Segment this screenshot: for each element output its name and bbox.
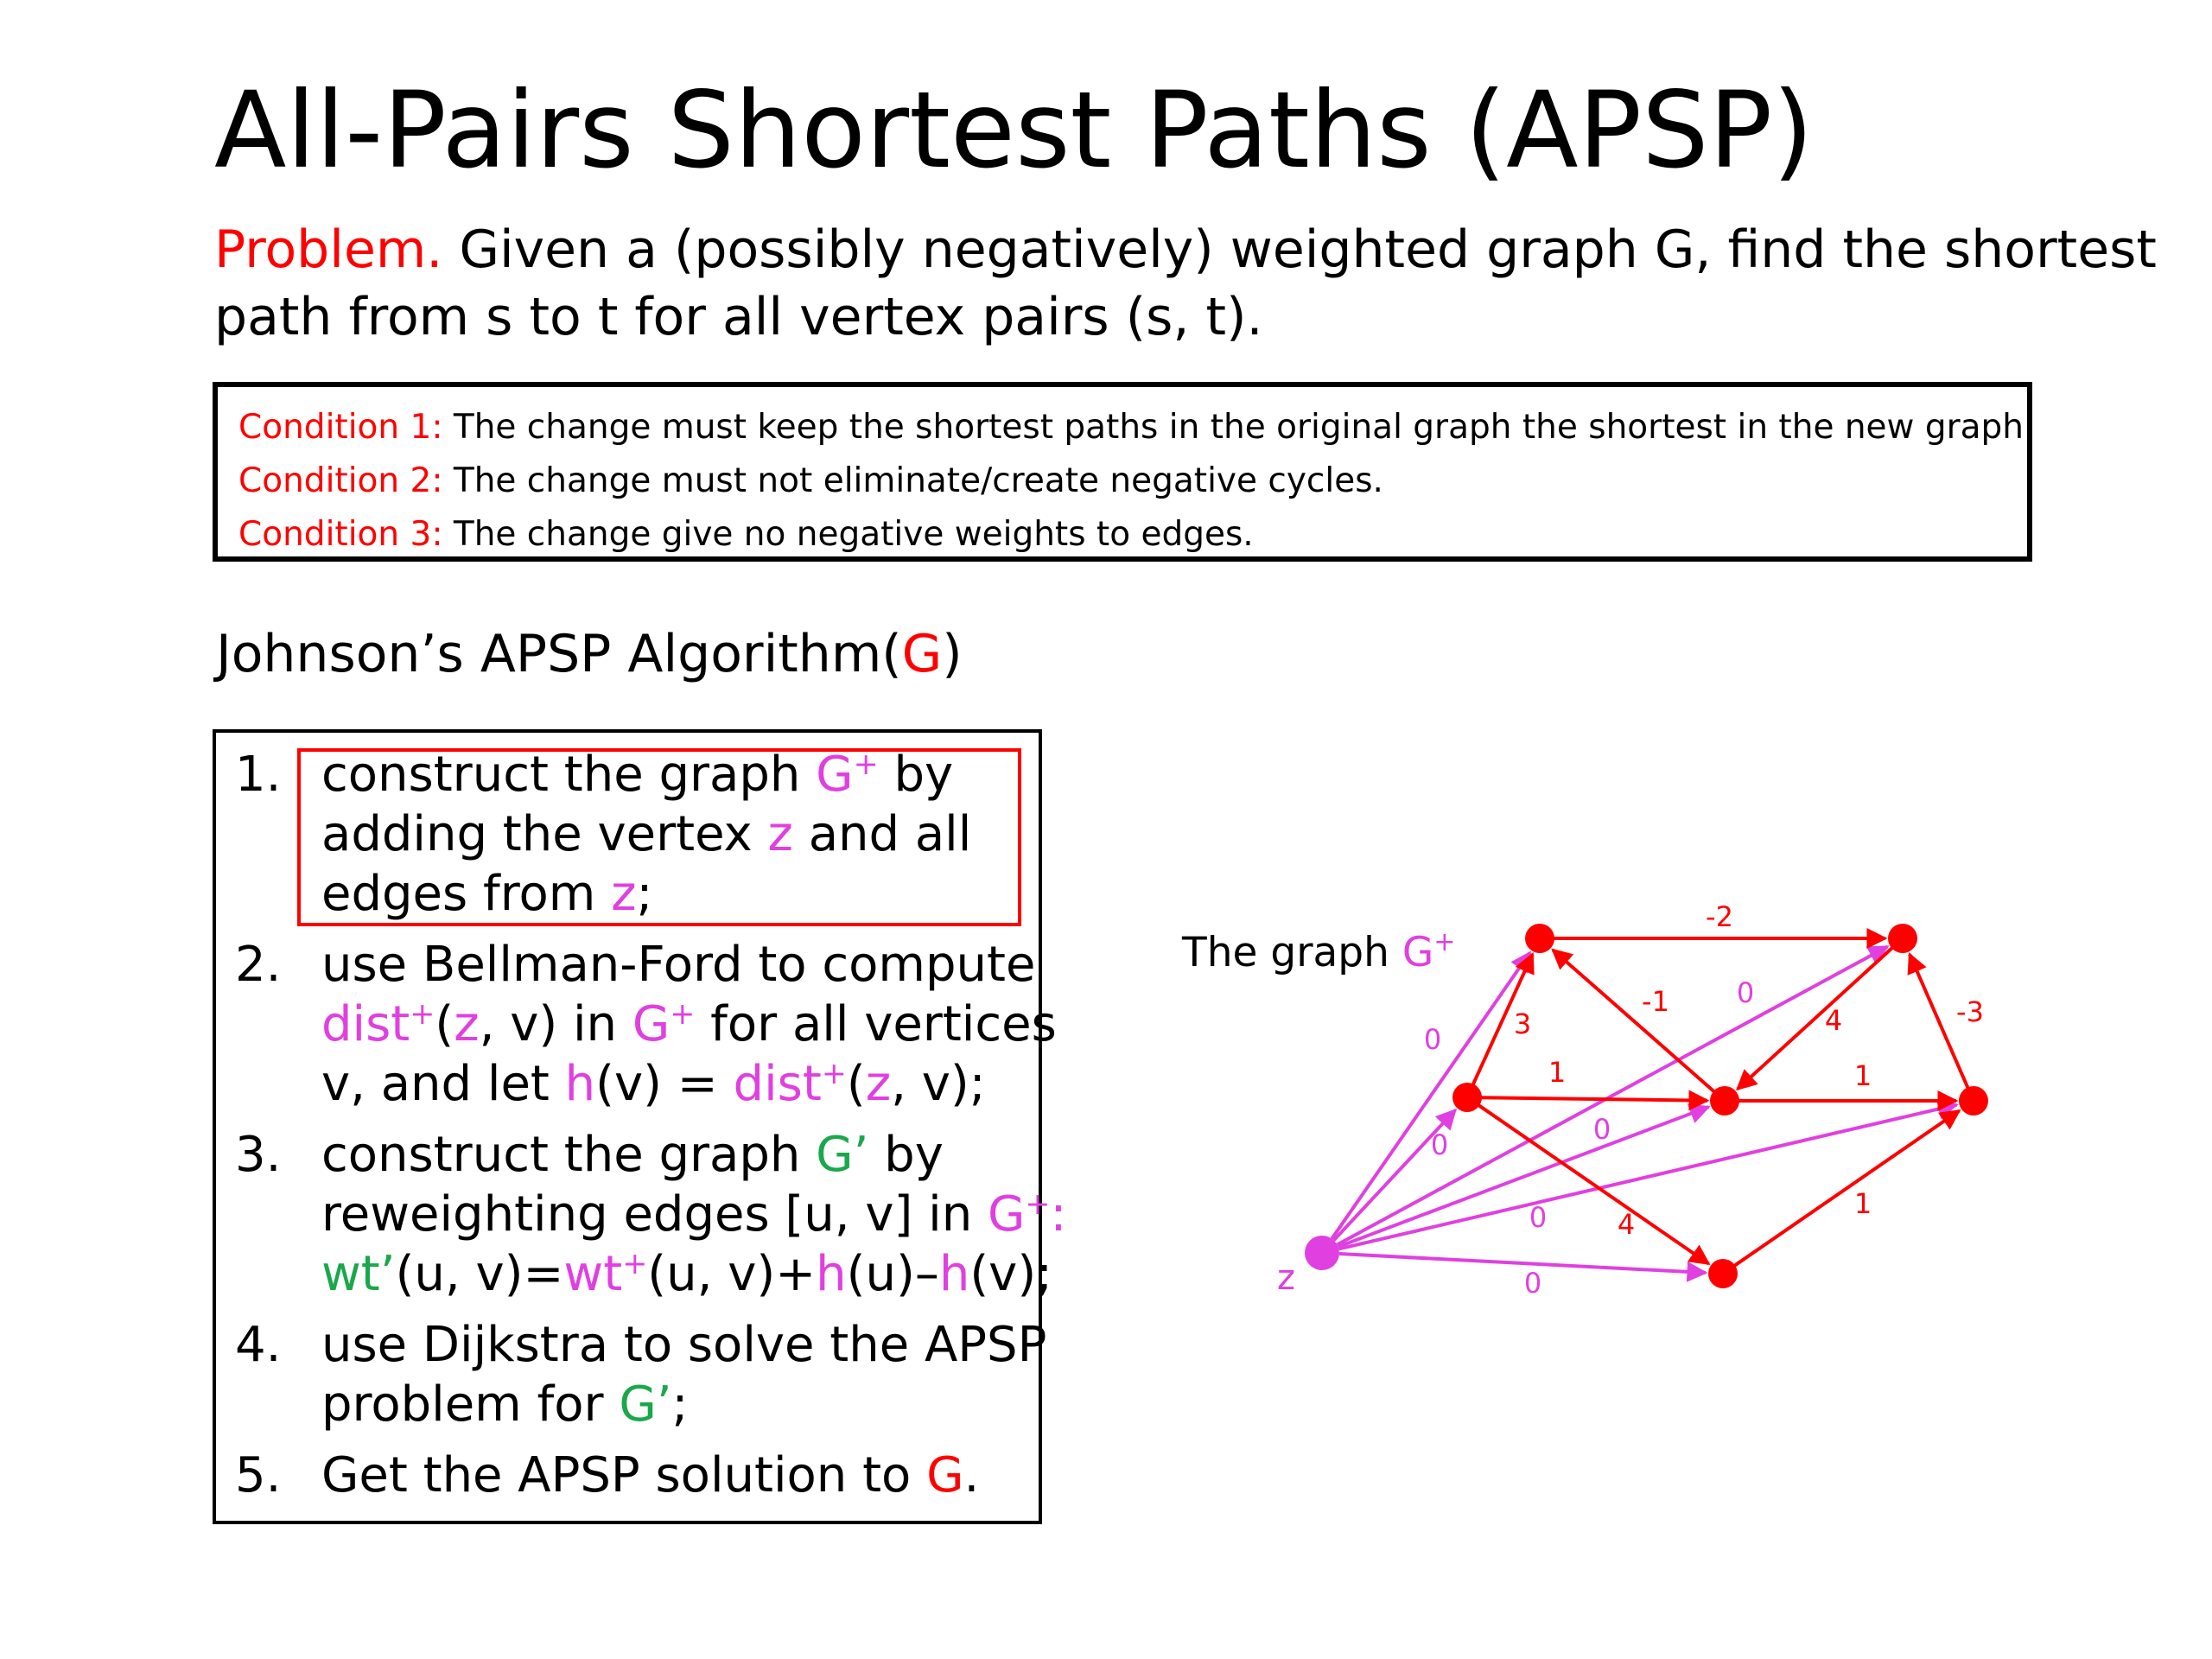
graph-vertex-node [1710, 1086, 1739, 1116]
step-number: 5. [235, 1447, 282, 1503]
edge-weight-label: 3 [1513, 1007, 1532, 1040]
graph-vertex-node [1888, 924, 1917, 953]
graph-vertex-node [1525, 924, 1554, 953]
source-vertex-label: z [1277, 1258, 1295, 1298]
graph-vertex-node [1708, 1259, 1738, 1288]
slide-title: All-Pairs Shortest Paths (APSP) [214, 69, 1814, 192]
edge-weight-label: 0 [1523, 1267, 1542, 1300]
algorithm-arg: G [901, 624, 943, 684]
edge-weight-label: 1 [1853, 1059, 1872, 1092]
problem-text: Given a (possibly negatively) weighted graph G, find the shortest path from s to t for all vertex pairs (s, t). [214, 219, 2157, 347]
original-edge [1481, 1097, 1707, 1101]
problem-label: Problem. [214, 219, 443, 280]
edge-weight-label: 4 [1824, 1004, 1843, 1037]
algorithm-name: Johnson’s APSP Algorithm( [216, 624, 902, 684]
condition-text: The change must keep the shortest paths in the original graph the shortest in the new graph. [442, 408, 2035, 447]
step-text: construct the graph G+ by adding the vertex z and all edges from z; [321, 747, 972, 922]
step-text: Get the APSP solution to G. [321, 1447, 980, 1503]
edge-weight-label: 0 [1423, 1023, 1442, 1056]
edge-weight-label: 0 [1736, 976, 1755, 1009]
edge-weight-label: -3 [1956, 995, 1984, 1028]
step-text: use Dijkstra to solve the APSP problem for G’; [321, 1317, 1047, 1433]
source-vertex-node [1305, 1236, 1339, 1270]
step-text: construct the graph G’ by reweighting edges [u, v] in G+: wt’(u, v)=wt+(u, v)+h(u)–h(v); [321, 1127, 1067, 1302]
condition-label: Condition 3: [238, 515, 443, 554]
original-edge [1553, 950, 1714, 1091]
step-number: 2. [235, 937, 282, 993]
original-edge [1734, 1110, 1959, 1266]
condition-text: The change must not eliminate/create negative cycles. [442, 461, 1383, 500]
added-edge [1338, 947, 1888, 1245]
step-number: 3. [235, 1127, 282, 1183]
edge-weight-label: 0 [1430, 1128, 1449, 1161]
edge-weight-label: 0 [1529, 1201, 1548, 1234]
step-number: 4. [235, 1317, 282, 1373]
edge-weight-label: 1 [1548, 1056, 1567, 1089]
condition-label: Condition 2: [238, 461, 443, 500]
added-edge [1339, 1254, 1706, 1273]
condition-label: Condition 1: [238, 408, 443, 447]
step-number: 1. [235, 747, 282, 803]
graph-caption: The graph G+ [1182, 927, 1456, 976]
graph-vertex-node [1452, 1083, 1482, 1112]
step-text: use Bellman-Ford to compute dist+(z, v) in G+ for all vertices v, and let h(v) = dist+(z, v); [321, 937, 1057, 1112]
edge-weight-label: 0 [1592, 1113, 1611, 1146]
algorithm-close: ) [942, 624, 963, 684]
edge-weight-label: -2 [1706, 900, 1733, 933]
edge-weight-label: 1 [1853, 1187, 1872, 1220]
edge-weight-label: -1 [1642, 985, 1669, 1018]
graph-vertex-node [1959, 1086, 1988, 1116]
condition-text: The change give no negative weights to edges. [442, 515, 1254, 554]
edge-weight-label: 4 [1617, 1208, 1636, 1241]
